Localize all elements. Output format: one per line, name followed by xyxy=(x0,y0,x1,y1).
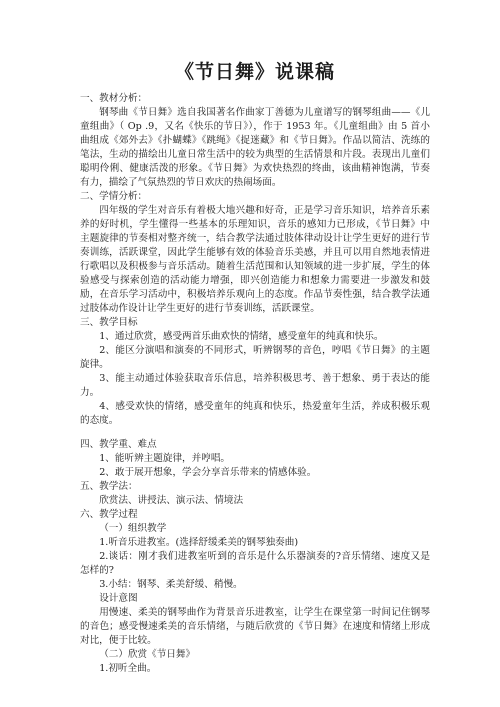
section-heading: 五、教学法： xyxy=(80,481,138,492)
list-item: 4、感受欢快的情绪，感受童年的纯真和快乐，热爱童年生活，养成积极乐观的态度。 xyxy=(80,401,430,426)
list-item: 1、能听辨主题旋律，并哼唱。 xyxy=(99,453,231,464)
section-heading: 六、教学过程 xyxy=(80,509,138,520)
section-heading: 三、教学目标 xyxy=(80,317,138,328)
process-line: 2.谈话：刚才我们进教室听到的音乐是什么乐器演奏的?音乐情绪、速度又是怎样的? xyxy=(80,551,430,576)
process-line: 用慢速、柔美的钢琴曲作为背景音乐进教室，让学生在课堂第一时间记住钢琴的音色；感受慢速柔美的音乐情绪，与随后欣赏的《节日舞》在速度和情绪上形成对比，便于比较。 xyxy=(80,607,430,646)
list-item: 1、通过欣赏，感受两首乐曲欢快的情绪，感受童年的纯真和快乐。 xyxy=(99,331,384,342)
paragraph: 四年级的学生对音乐有着极大地兴趣和好奇，正是学习音乐知识，培养音乐素养的好时机，学生懂得一些基本的乐理知识，音乐的感知力已形成，《节日舞》中主题旋律的节奏相对整齐统一，结合教学法通过肢体律动设计让学生更好的进行节奏训练，活跃课堂，因此学生能够有效的体验音乐美感，并且可以用自然地表情进行歌唱以及积极参与音乐活动。随着生活范围和认知领域的进一步扩展，学生的体验感受与探索创造的活动能力增强，即兴创造能力和想象力需要进一步激发和鼓励，在音乐学习活动中，积极培养乐观向上的态度。作品节奏性强，结合教学法通过肢体动作设计让学生更好的进行节奏训练，活跃课堂。 xyxy=(80,205,430,314)
list-item: 3、能主动通过体验获取音乐信息，培养积极思考、善于想象、勇于表达的能力。 xyxy=(80,373,430,398)
list-item: 2、敢于展开想象，学会分享音乐带来的情感体验。 xyxy=(99,467,317,478)
paragraph: 钢琴曲《节日舞》选自我国著名作曲家丁善德为儿童谱写的钢琴组曲——《儿童组曲》（ Op .9，又名《快乐的节日》），作于 1953 年。《儿童组曲》由 5 首小曲组成《郊外去》《扑蝴蝶》《跳绳》《捉迷藏》和《节日舞》。作品以简洁、洗练的笔法，生动的描绘出儿童日常生活中的较为典型的生活情景和片段。表现出儿童们聪明伶俐、健康活泼的形象。《节日舞》为欢快热烈的终曲，该曲精神饱满，节奏有力，描绘了气氛热烈的节日欢庆的热闹场面。 xyxy=(80,107,430,188)
list-item: 2、能区分演唱和演奏的不同形式，听辨钢琴的音色，哼唱《节日舞》的主题旋律。 xyxy=(80,345,430,370)
method-line: 欣赏法、讲授法、演示法、情境法 xyxy=(99,495,244,506)
spacer xyxy=(80,428,430,438)
process-line: 设计意图 xyxy=(99,593,138,604)
process-line: 1.听音乐进教室。(选择舒缓柔美的钢琴独奏曲) xyxy=(99,537,299,548)
section-heading: 二、学情分析： xyxy=(80,191,148,202)
section-heading: 四、教学重、难点 xyxy=(80,439,157,450)
subheading: （一）组织教学 xyxy=(99,523,167,534)
process-line: 3.小结：钢琴、柔美舒缓、稍慢。 xyxy=(99,579,243,590)
document-page xyxy=(80,60,430,676)
page-title: 《节日舞》说课稿 xyxy=(174,61,335,83)
process-line: 1.初听全曲。 xyxy=(99,663,157,674)
subheading: （二）欣赏《节日舞》 xyxy=(99,649,196,660)
section-heading: 一、教材分析： xyxy=(80,93,148,104)
